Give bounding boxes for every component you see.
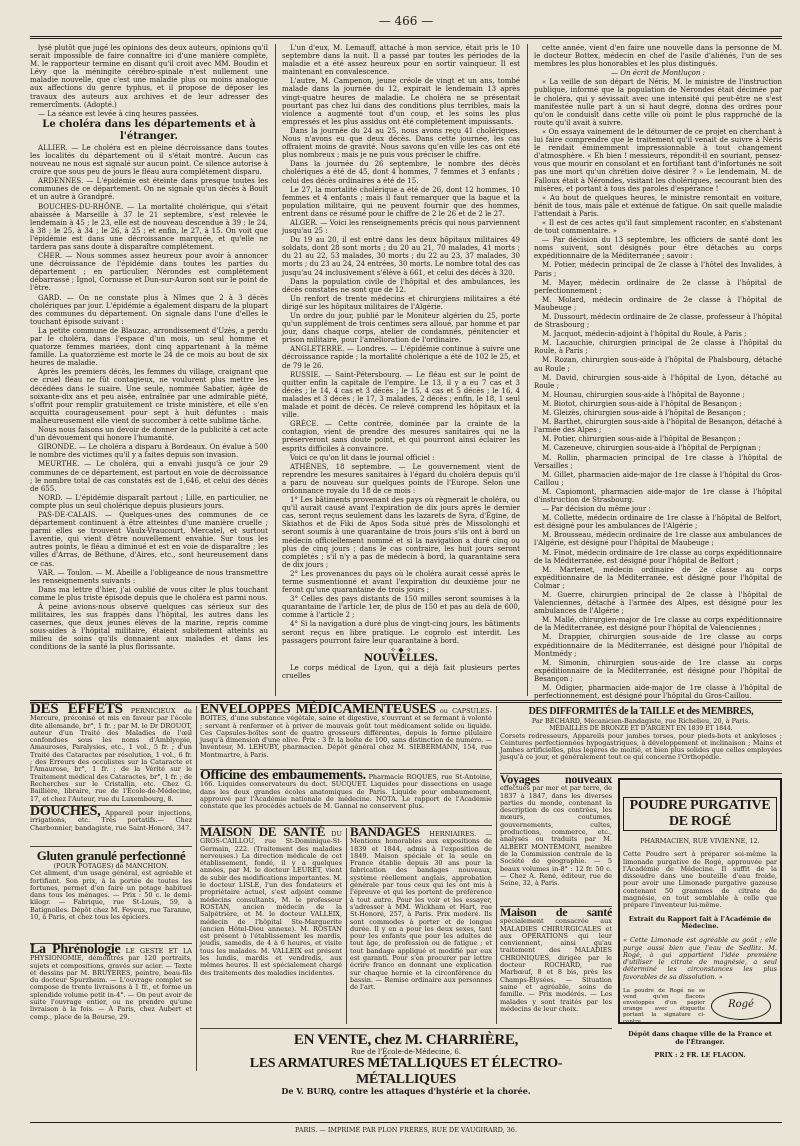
paragraph: « Il est de ces actes qu'il faut simplement raconter, en s'abstenant de tout commentaire. » [534,218,782,236]
paragraph: Le 27, la mortalité cholérique a été de 26, dont 12 hommes, 10 femmes et 4 enfants ; mais il faut remarquer que la bague et la population militaire, qui ne peuvent fournir que des hommes, entrent dans ce résumé pour le chiffre de 2 le 26 et de 2 le 27. [282,185,520,218]
paragraph: M. Rozan, chirurgien sous-aide à l'hôpital de Phalsbourg, détaché au Roule ; [534,356,782,373]
paragraph: M. Guerre, chirurgien principal de 2e classe à l'hôpital de Valenciennes, détaché à l'armée des Alpes, est désigné pour les ambulances de l'Algérie ; [534,591,782,616]
ad-divider [200,1028,612,1029]
ad-vente-title: EN VENTE, chez M. CHARRIÈRE, [293,1032,519,1048]
paragraph: M. Mallé, chirurgien-major de 1re classe au corps expéditionnaire de la Méditerranée, est désigné pour l'hôpital de Valenciennes ; [534,616,782,633]
ad-maison2-text: spécialement consacrée aux MALADIES CHIRURGICALES et aux OPÉRATIONS qui leur conviennent, ainsi qu'au traitement des MALADIES CHRONIQUES, dirigée par le docteur ROCHARD, rue Marbœuf, 8 et 8 bis, près les Champs-Élysées. — Situation saine et agréable, soins de famille. — Prix modérés. — Les malades y sont traités par les médecins de leur choix. [500,917,612,1013]
ad-maison-sante-rochard [500,905,612,1024]
paragraph: NORD. — L'épidémie disparaît partout ; Lille, en particulier, ne compte plus un seul cholérique depuis plusieurs jours. [30,493,268,510]
paragraph: M. Potier, médecin principal de 2e classe à l'hôtel des Invalides, à Paris ; [534,261,782,278]
paragraph: VAR. — Toulon. — M. Abeille a l'obligeance de nous transmettre les renseignements suivants : [30,568,268,585]
paragraph: ANGLETERRE. — Londres. — L'épidémie continue à suivre une décroissance rapide ; la mortalité cholérique a été de 102 le 25, et de 79 le 26. [282,345,520,370]
ad-voyages-title: Voyages nouveaux [500,772,612,786]
paragraph: M. Biotot, chirurgien sous-aide à l'hôpital de Besançon ; [542,399,742,408]
ad-poudre-note: La poudre de Rogé ne se vend qu'en flacons enveloppés d'un papier orange avec étiquette portant la signature ci-contre. [623,987,705,1025]
paragraph: GRÈCE. — Cette contrée, dominée par la crainte de la contagion, vient de prendre des mesures sanitaires qui ne la préserveront sans doute point, et qui pourront ainsi éclairer les esprits difficiles à convaincre. [282,420,520,453]
column-1 [30,44,268,696]
ad-bandages-title: BANDAGES [350,824,420,839]
newspaper-page [30,14,782,1134]
paragraph: 4° Si la navigation a duré plus de vingt-cinq jours, les bâtiments seront reçus en libre pratique. Le coprolo est interdit. Les passagers pourront faire leur quarantaine à bord. [282,620,520,645]
paragraph: MEURTHE. — Le choléra, qui a envahi jusqu'à ce jour 29 communes de ce département, est partout en voie de décroissance ; le nombre total de cas constatés est de 1,646, et celui des décès de 655. [30,460,268,493]
paragraph: À peine avions-nous observé quelques cas sérieux sur des militaires, les sus frappés dans l'hôpital, les autres dans les casernes, que deux jeunes élèves de la marine, repris comme sous-aides à l'hôpital militaire, étaient subitement atteints au milieu de soins qu'ils donnaient aux malades et dans les conditions de la santé la plus florissante. [30,603,268,652]
ad-armatures-sub: De V. BURQ, contre les attaques d'hystérie et la chorée. [281,1086,531,1097]
ad-diff-text: Corsets redresseurs, Appareils pour jambes torses, pour pieds-bots et ankyloses ; Ceintures perfectionnées hypogastriques, à développement et inclinaison ; Mains et Jambes artificielles, plus légères de moitié, et bien plus solides que celles employées jusqu'à ce jour, et généralement tout ce qui concerne l'Orthopédie. [500,731,782,762]
paragraph: « La veille de son départ de Néris, M. le ministre de l'instruction publique, informé que la population de Nérondes était décimée par le choléra, qui y sévissait avec une intensité qui peut-être ne s'est manifestée nulle part à un si haut degré, donna des ordres pour qu'on le conduisît dans cette ville où point le plus rapproché de la route qu'il avait à suivre. [534,78,782,127]
paragraph: 2° Les provenances du pays où le choléra aurait cessé après le terme susmentionné et avant l'expiration du deuxième jour ne feront qu'une quarantaine de trois jours ; [282,569,520,595]
section-heading: Le choléra dans les départements et à l'étranger. [42,118,256,142]
ad-effets-title: DES EFFETS [30,701,123,717]
ad-poudre-extract: Extrait du Rapport fait à l'Académie de Médecine. [628,915,772,931]
ad-divider [30,846,192,847]
paragraph: M. Capiomont, pharmacien aide-major de 1re classe à l'hôpital d'instruction de Strasbourg. [534,487,782,504]
paragraph: — Par décision du même jour : [542,505,651,514]
top-rule [30,36,782,39]
paragraph: Un renfort de trente médecins et chirurgiens militaires a été dirigé sur les hôpitaux militaires de l'Algérie. [282,294,520,311]
paragraph: M. Molard, médecin ordinaire de 2e classe à l'hôpital de Maubeuge ; [534,295,782,312]
column-3 [534,44,782,701]
ad-douches [30,804,192,844]
paragraph: M. Lacauchie, chirurgien principal de 2e classe à l'hôpital du Roule, à Paris ; [534,339,782,356]
ad-poudre-quote: « Cette Limonade est agréable au goût ; elle purge aussi bien que l'eau de Sedlitz. M. Rogé, à qui appartient l'idée première d'utiliser le citrate de magnésie, a seul déterminé les circonstances les plus favorables de sa dissolution. » [623,936,777,981]
ad-phreno-text: LE GESTE ET LA PHYSIONOMIE, démontrés par 120 portraits, sujets et compositions, gravés sur acier. — Texte et dessins par M. BRUYERES, peintre, beau-fils du docteur Spurzheim. — L'ouvrage complet se compose de trente livraisons à 1 fr., et forme un splendide volume petit in-4°. — On peut avoir de suite l'ouvrage entier, ou ne prendre qu'une livraison à la fois. — À Paris, chez Aubert et comp., place de la Bourse, 29. [30,947,192,1021]
printer-footer: PARIS. — IMPRIMÉ PAR PLON FRÈRES, RUE DE VAUGIRARD, 36. [30,1122,782,1134]
paragraph: Du 19 au 20, il est entré dans les deux hôpitaux militaires 49 soldats, dont 28 sont morts ; du 20 au 21, 70 malades, 41 morts ; du 21 au 22, 53 malades, 30 morts ; du 22 au 23, 37 malades, 30 morts ; du 23 au 24, 24 entrées, 30 morts. Le nombre total des cas jusqu'au 24 inclusivement s'élève à 661, et celui des décès à 320. [282,236,520,277]
column-divider [275,44,276,696]
ad-maison2-title: Maison de santé [500,905,612,919]
ad-maison1-text: DU GROS-CAILLOU, rue St-Dominique-St-Germain, 222. (Traitement des maladies nerveuses.) La direction médicale de cet établissement, fondé, il y a quelques années, par M. le docteur LEURET, vient de subir des modifications importantes. M. le docteur LISLE, l'un des fondateurs et propriétaire actuel, s'est adjoint comme médecins consultants, M. le professeur ROSTAN, ancien médecin de la Salpêtrière, et M. le docteur VALLEIX, médecin de l'hôpital Ste-Marguerite (ancien Hôtel-Dieu annexe). M. ROSTAN est présent à l'établissement les mardis, jeudis, samedis, de 4 à 6 heures, et visite tous les malades. M. VALLEIX est présent les lundis, mardis et vendredis, aux mêmes heures. Il est spécialement chargé des traitements des maladies incidentes. [200,830,342,977]
paragraph: — On écrit de Montluçon : [611,69,705,78]
paragraph: M. Collette, médecin ordinaire de 1re classe à l'hôpital de Belfort, est désigné pour les ambulances de l'Algérie ; [534,514,782,531]
paragraph: CHER. — Nous sommes assez heureux pour avoir à annoncer une décroissance de l'épidémie dans toutes les parties du département ; en particulier, Nérondes est complétement débarrassé ; Ignol, Cornusse et Dun-sur-Auron sont sur le point de l'être. [30,252,268,293]
ad-charriere [200,1032,612,1097]
ad-douches-text: Appareil pour injections, irrigations, etc. Très portatifs.— Chez Charbonnier, bandagiste, rue Saint-Honoré, 347. [30,809,192,832]
ad-bandages [350,824,492,1024]
ad-column-divider [496,706,497,1024]
paragraph: Dans la journée du 26 septembre, le nombre des décès cholériques a été de 45, dont 4 hommes, 7 femmes et 3 enfants ; celui des décès ordinaires a été de 15. [282,160,520,185]
paragraph: « On essaya vainement de le détourner de ce projet en cherchant à lui faire comprendre que le traitement qu'il venait de suivre à Néris le rendait éminemment impressionnable à tout changement d'atmosphère. « Eh bien ! messieurs, répondit-il en souriant, pensez-vous que mourir en consolant et en fortifiant tant d'infortunés ne soit pas une mort qu'un chrétien doive désirer ? » Le lendemain, M. de Falloux était à Nérondes, visitant les cholériques, secourant bien des misères, et portant à tous des paroles d'espérance ! [534,127,782,193]
paragraph: 3° Celles des pays distants de 150 milles seront soumises à la quarantaine de l'article 1er, de plus de 150 et pas au delà de 600, comme à l'article 2 ; [282,595,520,620]
paragraph: La petite commune de Blauzac, arrondissement d'Uzès, a perdu par le choléra, dans l'espace d'un mois, un seul homme et quatorze femmes mariées, dont cinq appartenant à la même famille. La quatorzième est morte le 24 de ce mois au bout de six heures de maladie. [30,326,268,368]
paragraph: Le corps médical de Lyon, qui a déjà fait plusieurs pertes cruelles [282,663,520,681]
ad-douches-title: DOUCHES, [30,804,101,819]
nouvelles-heading: NOUVELLES. [364,652,438,664]
paragraph: 1° Les bâtiments provenant des pays où règnerait le choléra, ou qu'il aurait causé avant l'expiration de dix jours après le dernier cas, seront reçus seulement dans les lazarets de Syra, d'Égine, de Skiathos et de Fiki de Apos Soda situé près de Missolonghi et seront soumis à une quarantaine de trois jours s'ils ont à bord un médecin officiellement nommé et si la navigation a duré cinq ou plus de cinq jours ; dans le cas contraire, les huit jours seront complétés ; s'il n'y a pas de médecin à bord, la quarantaine sera de dix jours ; [282,496,520,569]
paragraph: M. Gleizès, chirurgien sous-aide à l'hôpital de Besançon ; [542,409,746,418]
page-number: — 466 — [378,14,434,28]
ad-maison1-title: MAISON DE SANTÉ [200,824,326,839]
paragraph: GARD. — On ne constate plus à Nîmes que 2 à 3 décès cholériques par jour. L'épidémie a également disparu de la plupart des communes du département. On signale dans l'une d'elles le touchant épisode suivant : [30,293,268,326]
paragraph: Après les premiers décès, les femmes du village, craignant que ce cruel fléau ne fût contagieux, ne voulurent plus mettre les décédées dans le suaire. Une seule, nommée Sabatier, âgée de soixante-dix ans et peu aisée, entraînée par une admirable piété, s'offrit pour remplir gratuitement ce triste ministère, et elle s'en acquitta courageusement pour sept à huit défuntes : mais malheureusement elle vient de succomber à cette sublime tâche. [30,368,268,425]
paragraph: — Par décision du 13 septembre, les officiers de santé dont les noms suivent, sont désignés pour être détachés au corps expéditionnaire de la Méditerranée ; savoir : [534,236,782,261]
paragraph: RUSSIE. — Saint-Pétersbourg. — Le fléau est sur le point de quitter enfin la capitale de l'empire. Le 13, il y a eu 7 cas et 3 décès ; le 14, 4 cas et 3 décès ; le 15, 4 cas et 5 décès ; le 16, 4 malades et 3 décès ; le 17, 3 malades, 2 décès ; enfin, le 18, 1 seul malade et point de décès. Ce relevé comprend les hôpitaux et la ville. [282,370,520,420]
paragraph: BOUCHES-DU-RHÔNE. — La mortalité cholérique, qui s'était abaissée à Marseille à 37 le 21 septembre, s'est relevée le lendemain à 45 ; le 23, elle est de nouveau descendue à 39 ; le 24, à 38 ; le 25, à 34 ; le 26, à 25 ; et enfin, le 27, à 15. On voit que l'épidémie est dans une décroissance marquée, et qu'elle ne tardera pas sans doute à disparaître complétement. [30,202,268,251]
ad-enveloppes-text: ou CAPSULES-BOITES, d'une substance végétale, saine et digestive, s'ouvrant et se fermant à volonté ; servant à renfermer et à priver de mauvais goût tout médicament solide ou liquide. Ces Capsules-boîtes sont de quatre grosseurs différentes, depuis la forme pilulaire jusqu'à dimension d'une olive. Prix : 3 fr. la boîte de 100, sans distinction de numéro. — Inventeur, M. LEHUBY, pharmacien. Dépôt général chez M. SIEBERMANN, 154, rue Montmartre, à Paris. [200,707,492,759]
ad-phrenologie [30,942,192,1071]
ad-diff-title: DES DIFFORMITÉS de la TAILLE et des MEMBRES, [528,706,754,717]
ad-poudre-addr: PHARMACIEN, RUE VIVIENNE, 12. [640,836,760,845]
paragraph: ARDENNES. — L'épidémie est éteinte dans presque toutes les communes de ce département. On ne signale qu'un décès à Boult et un autre à Grandpré. [30,177,268,202]
paragraph: M. Drappier, chirurgien sous-aide de 1re classe au corps expéditionnaire de la Méditerranée, est désigné pour l'hôpital de Montmédy ; [534,633,782,658]
paragraph: PAS-DE-CALAIS. — Quelques-unes des communes de ce département continuent à être atteintes d'une manière cruelle ; parmi elles se trouvent Vaulx-Vraucourt, Mercatel, et surtout Laventie, qui vient d'être nouvellement envahie. Sur tous les autres points, le fléau a diminué et est en voie de disparaître ; les villes d'Arras, de Béthune, d'Aires, etc., sont heureusement dans ce cas. [30,510,268,568]
ad-voyages-nouveaux [500,772,612,904]
paragraph: M. Gillet, pharmacien aide-major de 1re classe à l'hôpital du Gros-Caillou ; [534,470,782,487]
paragraph: cette année, vient d'en faire une nouvelle dans la personne de M. le docteur Bottex, médecin en chef de l'asile d'aliénés, l'un de ses membres les plus honorables et les plus distingués. [534,44,782,69]
paragraph: « Au bout de quelques heures, le ministre remontait en voiture, bénit de tous, mais pâle et exténué de fatigue. On sait quelle maladie l'attendait à Paris. [534,193,782,218]
paragraph: lysé plutôt que jugé les opinions des deux auteurs, opinions qu'il serait impossible de faire connaître ici d'une manière complète, M. le rapporteur termine en disant qu'il croit avec MM. Boudin et Lévy que la méningite cérébro-spinale n'est nullement une maladie nouvelle, que c'est une maladie plus ou moins analogue aux affections du genre typhus, et il propose de déposer les travaux des auteurs aux archives et de leur adresser des remercîments. (Adopté.) [30,44,268,109]
ornament-divider: ✧ ◆ ✧ [390,645,412,654]
paragraph: M. Barthet, chirurgien sous-aide à l'hôpital de Besançon, détaché à l'armée des Alpes ; [534,418,782,435]
paragraph: ATHÈNES, 18 septembre. — Le gouvernement vient de reprendre les mesures sanitaires à l'égard du choléra depuis qu'il a paru de nouveau sur quelques points de l'Europe. Selon une ordonnance royale du 18 de ce mois : [282,462,520,495]
ad-armatures-title: LES ARMATURES MÉTALLIQUES ET ÉLECTRO-MÉTALLIQUES [249,1056,563,1088]
ad-poudre-text: Cette Poudre sert à préparer soi-même la limonade purgative de Rogé, approuvée par l'Académie de Médecine. Il suffit de la dissoudre dans une bouteille d'eau froide, pour avoir une Limonade purgative gazeuse contenant 50 grammes de citrate de magnésie, en tout semblable à celle que prépare l'inventeur lui-même. [623,850,777,910]
ad-phreno-title: La Phrénologie [30,942,121,957]
ad-maison-sante-gros-caillou [200,824,342,1024]
paragraph: GIRONDE. — Le choléra a disparu à Bordeaux. On évalue à 500 le nombre des victimes qu'il y a faites depuis son invasion. [30,443,268,460]
paragraph: Voici ce qu'on lit dans le journal officiel : [290,453,435,462]
ad-poudre-roge [618,778,782,1060]
article-columns [30,44,782,701]
ad-bandages-text: HERNIAIRES. — Mentions honorables aux expositions de 1839 et 1844, admis à l'exposition de 1849. Maison spéciale et la seule en France établie depuis 30 ans pour la fabrication des bandages nouveaux, système réellement anglais, approbation générale par tous ceux qui les ont mis à l'épreuve et qui les portent de préférence à tout autre. Pour les voir et les essayer, s'adresser à MM. Wickham et Hart, rue St-Honoré, 257, à Paris. Prix modéré. Ils sont commodes à porter et de longue durée. Il y en a pour les deux sexes, tant pour les enfants que pour les adultes de tout âge, de profession ou de fatigue ; et tout bandage appliqué et modifié par eux est garanti. Pour s'en procurer par lettre écrire franco en donnant une explication sur chaque hernie et la circonférence du bassin. — Remise ordinaire aux personnes de l'art. [350,830,492,992]
advertisements [30,701,782,1114]
ad-officine-title: Officine des embaumements. [200,768,366,783]
paragraph: M. Dussourt, médecin ordinaire de 2e classe, professeur à l'hôpital de Strasbourg ; [534,313,782,330]
ad-effets-text: PERNICIEUX du Mercure, préconisé et mis en faveur par l'école dite allemande, br°, 1 fr. ; par M. le Dr DROUOT, auteur d'un Traité des Maladies de l'œil confondues sous les noms d'Amblyopie, Amauroses, Paralysies, etc., 1 vol., 5 fr. ; d'un Traité des Cataractes par résolution, 1 vol., 6 fr. ; des Erreurs des occulistes sur la Cataracte et l'Amaurose, br°, 1 fr. ; de la Vérité sur le Traitement médical des Cataractes, br°, 1 fr. ; de Recherches sur le Cristallin, etc. Chez G. Baillière, libraire, rue de l'École-de-Médecine, 17, et chez l'Auteur, rue du Luxembourg, 8. [30,707,192,803]
paragraph: M. Hounau, chirurgien sous-aide à l'hôpital de Bayonne ; [542,390,745,399]
ad-poudre-signature-row [623,988,777,1025]
paragraph: — La séance est levée à cinq heures passées. [38,109,199,118]
paragraph: Dans la journée du 24 au 25, nous avons reçu 41 cholériques. Nous n'avons eu que deux décès. Dans cette journée, les cas offraient moins de gravité. Nous savons qu'en ville les cas ont été plus nombreux ; mais je ne puis vous préciser le chiffre. [282,126,520,160]
paragraph: M. Rollin, pharmacien principal de 1re classe à l'hôpital de Versailles ; [534,453,782,470]
ad-gluten-sub: (POUR POTAGES) de MANCHION. [53,862,169,870]
paragraph: L'un d'eux, M. Lemauff, attaché à mon service, était pris le 10 septembre dans la nuit. Il a passé par toutes les périodes de la maladie et a été assez heureux pour en sortir vainqueur. Il est maintenant en convalescence. [282,44,520,77]
paragraph: Un ordre du jour, publié par le Moniteur algérien du 25, porte qu'un supplément de trois centimes sera alloué, par homme et par jour, dans chaque corps, atelier de condamnés, pénitencier et prison militaire, pour l'amélioration de l'ordinaire. [282,312,520,345]
ad-vente-addr: Rue de l'École-de-Médecine, 6. [350,1048,461,1056]
ad-poudre-title: POUDRE PURGATIVE DE ROGÉ [623,797,777,831]
ad-voyages-text: effectués par mer et par terre, de 1837 à 1847, dans les diverses parties du monde, contenant la description de ces contrées, les mœurs, coutumes, gouvernements, cultes, productions, commerce, etc., analysés ou traduits par M. ALBERT MONTÉMONT, membre de la Commission centrale de la Société de géographie. — 5 beaux volumes in-8° : 12 fr. 50 c. — Chez A. René, éditeur, rue de Seine, 32, à Paris. [500,784,612,888]
paragraph: M. Cazeneuve, chirurgien sous-aide à l'hôpital de Perpignan ; [542,444,761,453]
ad-gluten [30,849,192,941]
paragraph: M. David, chirurgien sous-aide à l'hôpital de Lyon, détaché au Roule ; [534,373,782,390]
paragraph: M. Mayer, médecin ordinaire de 2e classe à l'hôpital de perfectionnement ; [534,278,782,295]
ad-diff-by: Par BÉCHARD, Mécanicien-Bandagiste, rue Richelieu, 20, à Paris. [531,717,751,725]
paragraph: ALGER. — Voici les renseignements précis qui nous parviennent jusqu'au 25 : [282,218,520,236]
paragraph: L'autre, M. Campenon, jeune créole de vingt et un ans, tombé malade dans la journée du 12, expirait le lendemain 13 après vingt-quatre heures de maladie. Le choléra ne se présentait pourtant pas chez lui dans des conditions plus terribles, mais la violence a augmenté tout d'un coup, et les soins les plus empressés et les plus assidus ont été complétement impuissants. [282,77,520,126]
paragraph: M. Jacquot, médecin-adjoint à l'hôpital du Roule, à Paris ; [542,330,747,339]
ad-diff-medals: MÉDAILLES DE BRONZE ET D'ARGENT EN 1839 ET 1844. [549,725,733,733]
paragraph: M. Brousseau, médecin ordinaire de 1re classe aux ambulances de l'Algérie, est désigné pour l'hôpital de Maubeuge ; [534,531,782,548]
paragraph: M. Finot, médecin ordinaire de 1re classe au corps expéditionnaire de la Méditerranée, est désigné pour l'hôpital de Belfort ; [534,548,782,565]
signature-seal: Rogé [711,992,771,1020]
paragraph: Dans ma lettre d'hier, j'ai oublié de vous citer le plus touchant comme le plus triste épisode depuis que le choléra est parmi nous. [30,585,268,602]
ad-poudre-depot: Dépôt dans chaque ville de la France et de l'Étranger. [628,1030,772,1046]
paragraph: ALLIER. — Le choléra est en pleine décroissance dans toutes les localités du département où il s'était montré. Aucun cas nouveau ne nous est signalé sur aucun point. Ce silence autorise à croire que sous peu de jours le fléau aura complétement disparu. [30,143,268,177]
ad-officine-text: Pharmacie ROQUES, rue St-Antoine, 166. Liquides conservateurs du doct. SUCQUET. Liquides pour dissections en usage dans les deux grandes écoles anatomiques de Paris. Liquide pour embaumement, approuvé par l'Académie nationale de médecine. NOTA. Le rapport de l'Académie constate que les procédés actuels de M. Gannal ne conservent plus. [200,773,492,811]
ad-gluten-title: Gluten granulé perfectionné [36,848,186,863]
ad-column-divider [346,828,347,1024]
ad-enveloppes-title: ENVELOPPES MÉDICAMENTEUSES [200,702,436,717]
paragraph: Nous nous faisons un devoir de donner de la publicité à cet acte d'un dévouement qui honore l'humanité. [30,426,268,443]
paragraph: M. Martenet, médecin ordinaire de 2e classe au corps expéditionnaire de la Méditerranée, est désigné pour l'hôpital de Colmar ; [534,565,782,590]
column-divider [527,44,528,696]
paragraph: M. Odigier, pharmacien aide-major de 1re classe à l'hôpital de perfectionnement, est désigné pour l'hôpital du Gros-Caillou. [534,684,782,701]
column-2 [282,44,520,696]
ad-gluten-text: Cet aliment, d'un usage général, est agréable et fortifiant. Son prix, à la portée de toutes les fortunes, permet d'en faire un potage habituel dans tous les ménages. — Prix : 50 c. le demi-kilogr. — Fabrique, rue St-Louis, 59, à Batignolles. Dépôt chez M. Feyeux, rue Taranne, 10, à Paris, et chez tous les épiciers. [30,869,192,922]
ad-poudre-price: PRIX : 2 FR. LE FLACON. [654,1051,746,1060]
ad-difformites [500,706,782,770]
paragraph: M. Simonin, chirurgien sous-aide de 1re classe au corps expéditionnaire de la Méditerranée, est désigné pour l'hôpital de Besançon ; [534,658,782,683]
ad-column-divider [196,706,197,1071]
ad-enveloppes [200,702,492,766]
ad-officine [200,768,492,822]
paragraph: Dans la population civile de l'hôpital et des ambulances, les décès constatés ne sont que de 12. [282,277,520,294]
paragraph: M. Potier, chirurgien sous-aide à l'hôpital de Besançon ; [542,435,741,444]
ad-effets [30,701,192,803]
